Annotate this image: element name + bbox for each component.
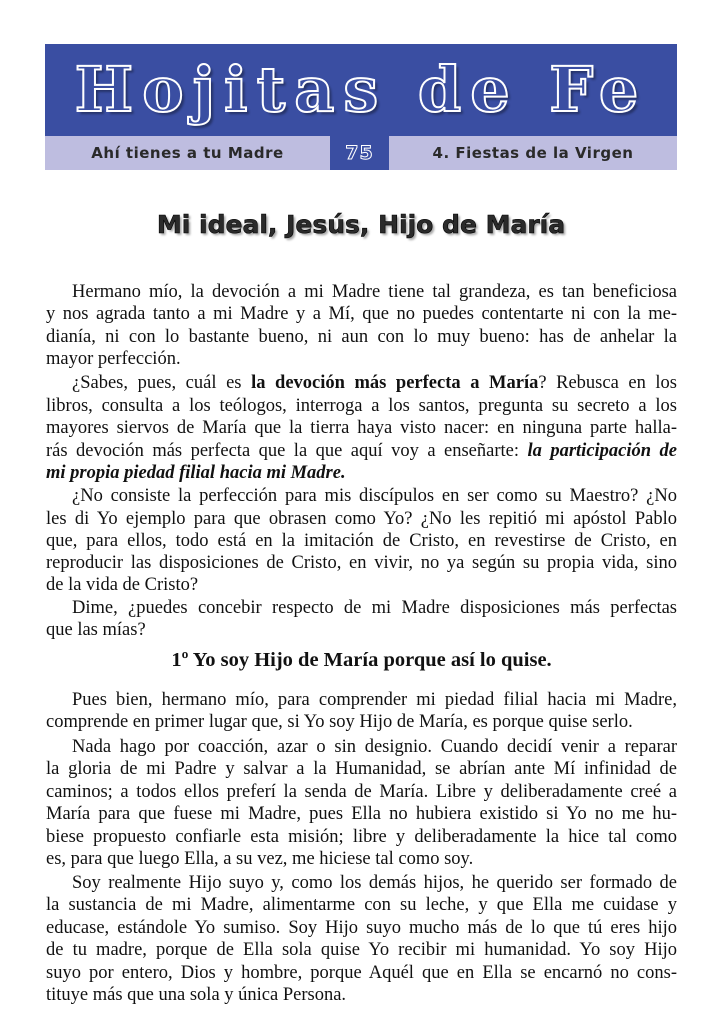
- paragraph-7-line: [46, 894, 677, 916]
- text-run: educase, estándole Yo sumiso. Soy Hijo suyo mucho más de lo que tú eres hijo: [46, 918, 677, 938]
- text-run: dianía, ni con lo bastante bueno, ni aun con lo muy bueno: has de anhelar la: [46, 327, 677, 347]
- line-text: [46, 962, 677, 984]
- emphasized-text: mi propia piedad filial hacia mi Madre.: [46, 463, 346, 483]
- paragraph-2-line: [46, 462, 677, 484]
- line-text: [72, 372, 677, 394]
- text-run: y nos agrada tanto a mi Madre y a Mí, que no puedes contentarte ni con la me-: [46, 304, 677, 324]
- text-run: reproducir las disposiciones de Cristo, en vivir, no ya según su propia vida, sino: [46, 553, 677, 573]
- line-text: [46, 803, 677, 825]
- issue-number-box: [330, 136, 389, 170]
- text-run: Pues bien, hermano mío, para comprender mi piedad filial hacia mi Madre,: [72, 690, 677, 710]
- paragraph-5-line: [46, 689, 677, 711]
- paragraph-3-line: [46, 552, 677, 574]
- text-run: mayor perfección.: [46, 349, 181, 369]
- text-run: que las mías?: [46, 620, 146, 640]
- line-text: [46, 552, 677, 574]
- line-text: [72, 281, 677, 303]
- text-run: rás devoción más perfecta que la que aquí voy a enseñarte:: [46, 441, 528, 461]
- text-run: es, para que luego Ella, a su vez, me hiciese tal como soy.: [46, 849, 474, 869]
- line-text: [46, 440, 677, 462]
- masthead-banner: [45, 44, 677, 136]
- paragraph-6-line: [46, 826, 677, 848]
- paragraph-1-line: [46, 303, 677, 325]
- paragraph-1-line: [46, 348, 677, 370]
- line-text: [46, 781, 677, 803]
- line-text: [72, 689, 677, 711]
- paragraph-4-line: [46, 597, 677, 619]
- emphasized-text: la participación de: [527, 441, 677, 461]
- text-run: de tu madre, porque de Ella sola quise Yo recibir mi humanidad. Yo soy Hijo: [46, 940, 677, 960]
- line-text: [46, 462, 346, 484]
- paragraph-2-line: [46, 372, 677, 394]
- paragraph-1-line: [46, 326, 677, 348]
- text-run: ¿No consiste la perfección para mis discípulos en ser como su Maestro? ¿No: [72, 486, 677, 506]
- paragraph-6-line: [46, 781, 677, 803]
- line-text: [46, 574, 198, 596]
- section-title-bar: [389, 136, 677, 170]
- section-title: 4. Fiestas de la Virgen: [432, 144, 634, 162]
- paragraph-7-line: [46, 939, 677, 961]
- line-text: [72, 597, 677, 619]
- paragraph-3-line: [46, 574, 677, 596]
- emphasized-text: la devoción más perfecta a María: [251, 373, 539, 393]
- paragraph-6-line: [46, 848, 677, 870]
- section-subheading: 1º Yo soy Hijo de María porque así lo quise.: [171, 649, 552, 671]
- paragraph-1-line: [46, 281, 677, 303]
- text-run: ¿Sabes, pues, cuál es: [72, 373, 252, 393]
- paragraph-7-line: [46, 984, 677, 1006]
- text-run: María para que fuese mi Madre, pues Ella no hubiera existido si Yo no me hu-: [46, 804, 677, 824]
- paragraph-7-line: [46, 917, 677, 939]
- paragraph-7-line: [46, 962, 677, 984]
- paragraph-5-line: [46, 711, 677, 733]
- series-title-bar: [45, 136, 330, 170]
- line-text: [46, 508, 677, 530]
- text-run: la gloria de mi Padre y salvar a la Humanidad, se abrían ante Mí infinidad de: [46, 759, 677, 779]
- paragraph-6-line: [46, 758, 677, 780]
- line-text: [46, 303, 677, 325]
- line-text: [46, 348, 181, 370]
- text-run: suyo por entero, Dios y hombre, porque Aquél que en Ella se encarnó no cons-: [46, 963, 677, 983]
- paragraph-2-line: [46, 417, 677, 439]
- text-run: Dime, ¿puedes concebir respecto de mi Madre disposiciones más perfectas: [72, 598, 677, 618]
- line-text: [46, 894, 677, 916]
- paragraph-3-line: [46, 530, 677, 552]
- article-title: Mi ideal, Jesús, Hijo de María: [156, 210, 566, 239]
- text-run: caminos; a todos ellos preferí la senda de María. Libre y deliberadamente creé a: [46, 782, 677, 802]
- line-text: [46, 826, 677, 848]
- line-text: [46, 619, 146, 641]
- paragraph-6-line: [46, 736, 677, 758]
- text-run: tituye más que una sola y única Persona.: [46, 985, 347, 1005]
- text-run: mayores siervos de María que la tierra haya visto nacer: en ninguna parte halla-: [46, 418, 677, 438]
- line-text: [46, 417, 677, 439]
- text-run: libros, consulta a los teólogos, interroga a los santos, pregunta su secreto a los: [46, 396, 677, 416]
- text-run: Soy realmente Hijo suyo y, como los demás hijos, he querido ser formado de: [72, 873, 677, 893]
- paragraph-4-line: [46, 619, 677, 641]
- line-text: [46, 395, 677, 417]
- series-title: Ahí tienes a tu Madre: [91, 144, 284, 162]
- paragraph-3-line: [46, 485, 677, 507]
- paragraph-3-line: [46, 508, 677, 530]
- text-run: comprende en primer lugar que, si Yo soy Hijo de María, es porque quise serlo.: [46, 712, 633, 732]
- line-text: [46, 848, 473, 870]
- text-run: la sustancia de mi Madre, alimentarme con su leche, y que Ella me cuidase y: [46, 895, 677, 915]
- text-run: Nada hago por coacción, azar o sin designio. Cuando decidí venir a reparar: [72, 737, 677, 757]
- line-text: [46, 326, 677, 348]
- text-run: les di Yo ejemplo para que obrasen como Yo? ¿No les repitió mi apóstol Pablo: [46, 509, 677, 529]
- text-run: biese propuesto confiarle esta misión; libre y deliberadamente la hice tal como: [46, 827, 677, 847]
- paragraph-2-line: [46, 395, 677, 417]
- line-text: [46, 530, 677, 552]
- paragraph-2-line: [46, 440, 677, 462]
- line-text: [46, 758, 677, 780]
- line-text: [46, 917, 677, 939]
- paragraph-7-line: [46, 872, 677, 894]
- text-run: Hermano mío, la devoción a mi Madre tiene tal grandeza, es tan beneficiosa: [72, 282, 677, 302]
- issue-number: 75: [345, 142, 374, 164]
- line-text: [46, 939, 677, 961]
- line-text: [72, 485, 677, 507]
- line-text: [72, 736, 677, 758]
- masthead-header: [45, 44, 677, 170]
- text-run: de la vida de Cristo?: [46, 575, 199, 595]
- line-text: [46, 711, 633, 733]
- paragraph-6-line: [46, 803, 677, 825]
- line-text: [72, 872, 677, 894]
- text-run: ? Rebusca en los: [538, 373, 677, 393]
- text-run: que, para ellos, todo está en la imitación de Cristo, en revestirse de Cristo, en: [46, 531, 677, 551]
- masthead-title: Hojitas de Fe: [74, 53, 648, 126]
- line-text: [46, 984, 346, 1006]
